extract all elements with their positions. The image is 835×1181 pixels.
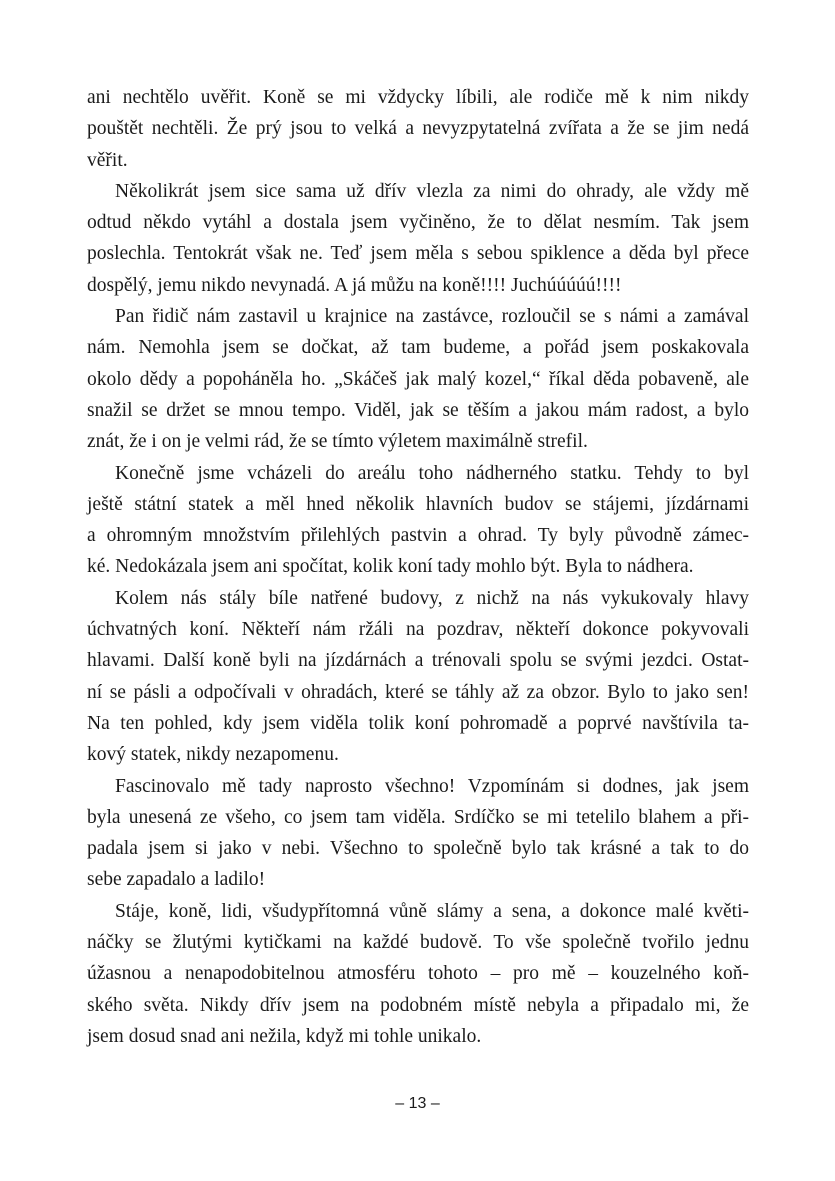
page-body xyxy=(87,82,749,1052)
text-line: Fascinovalo mě tady naprosto všechno! Vzpomínám si dodnes, jak jsem xyxy=(115,775,749,797)
text-line: náčky se žlutými kytičkami na každé budově. To vše společně tvořilo jednu xyxy=(87,932,749,954)
text-line: okolo dědy a popoháněla ho. „Skáčeš jak malý kozel,“ říkal děda pobaveně, ale xyxy=(87,368,749,390)
text-line: Na ten pohled, kdy jsem viděla tolik koní pohromadě a poprvé navštívila ta- xyxy=(87,712,749,734)
text-line: Stáje, koně, lidi, všudypřítomná vůně slámy a sena, a dokonce malé květi- xyxy=(115,900,749,922)
text-line: kový statek, nikdy nezapomenu. xyxy=(87,744,339,766)
text-line: jsem dosud snad ani nežila, když mi tohle unikalo. xyxy=(87,1025,482,1047)
text-line: dospělý, jemu nikdo nevynadá. A já můžu na koně!!!! Juchúúúúú!!!! xyxy=(87,274,622,296)
text-line: ského světa. Nikdy dřív jsem na podobném místě nebyla a připadalo mi, že xyxy=(87,994,749,1016)
paragraph-3 xyxy=(87,301,749,457)
text-line: znát, že i on je velmi rád, že se tímto výletem maximálně strefil. xyxy=(87,431,588,453)
text-line: úžasnou a nenapodobitelnou atmosféru tohoto – pro mě – kouzelného koň- xyxy=(87,963,749,985)
paragraph-7 xyxy=(87,896,749,1052)
text-line: hlavami. Další koně byli na jízdárnách a trénovali spolu se svými jezdci. Ostat- xyxy=(87,650,749,672)
page-number: – 13 – xyxy=(395,1095,440,1112)
text-line: nám. Nemohla jsem se dočkat, až tam budeme, a pořád jsem poskakovala xyxy=(87,337,749,359)
text-line: odtud někdo vytáhl a dostala jsem vyčiněno, že to dělat nesmím. Tak jsem xyxy=(87,212,749,234)
text-line: sebe zapadalo a ladilo! xyxy=(87,869,266,891)
paragraph-2 xyxy=(87,176,749,301)
text-line: věřit. xyxy=(87,149,128,171)
paragraph-4 xyxy=(87,458,749,583)
paragraph-6 xyxy=(87,771,749,896)
text-line: ké. Nedokázala jsem ani spočítat, kolik koní tady mohlo být. Byla to nádhera. xyxy=(87,556,694,578)
text-line: Několikrát jsem sice sama už dřív vlezla za nimi do ohrady, ale vždy mě xyxy=(115,180,749,202)
text-line: poslechla. Tentokrát však ne. Teď jsem měla s sebou spiklence a děda byl přece xyxy=(87,243,749,265)
paragraph-5 xyxy=(87,583,749,771)
text-line: snažil se držet se mnou tempo. Viděl, jak se těším a jakou mám radost, a bylo xyxy=(87,399,749,421)
text-line: úchvatných koní. Někteří nám ržáli na pozdrav, někteří dokonce pokyvovali xyxy=(87,619,749,641)
text-line: ještě státní statek a měl hned několik hlavních budov se stájemi, jízdárnami xyxy=(87,493,749,515)
text-line: byla unesená ze všeho, co jsem tam viděla. Srdíčko se mi tetelilo blahem a při- xyxy=(87,806,749,828)
paragraph-1 xyxy=(87,82,749,176)
text-line: pouštět nechtěli. Že prý jsou to velká a nevyzpytatelná zvířata a že se jim nedá xyxy=(87,118,749,140)
text-line: a ohromným množstvím přilehlých pastvin a ohrad. Ty byly původně zámec- xyxy=(87,525,749,547)
text-line: Pan řidič nám zastavil u krajnice na zastávce, rozloučil se s námi a zamával xyxy=(115,306,749,328)
text-line: Konečně jsme vcházeli do areálu toho nádherného statku. Tehdy to byl xyxy=(115,462,749,484)
text-line: ani nechtělo uvěřit. Koně se mi vždycky líbili, ale rodiče mě k nim nikdy xyxy=(87,87,749,108)
text-line: padala jsem si jako v nebi. Všechno to společně bylo tak krásné a tak to do xyxy=(87,838,749,860)
text-line: Kolem nás stály bíle natřené budovy, z nichž na nás vykukovaly hlavy xyxy=(115,587,749,609)
text-line: ní se pásli a odpočívali v ohradách, které se táhly až za obzor. Bylo to jako sen! xyxy=(87,681,749,703)
